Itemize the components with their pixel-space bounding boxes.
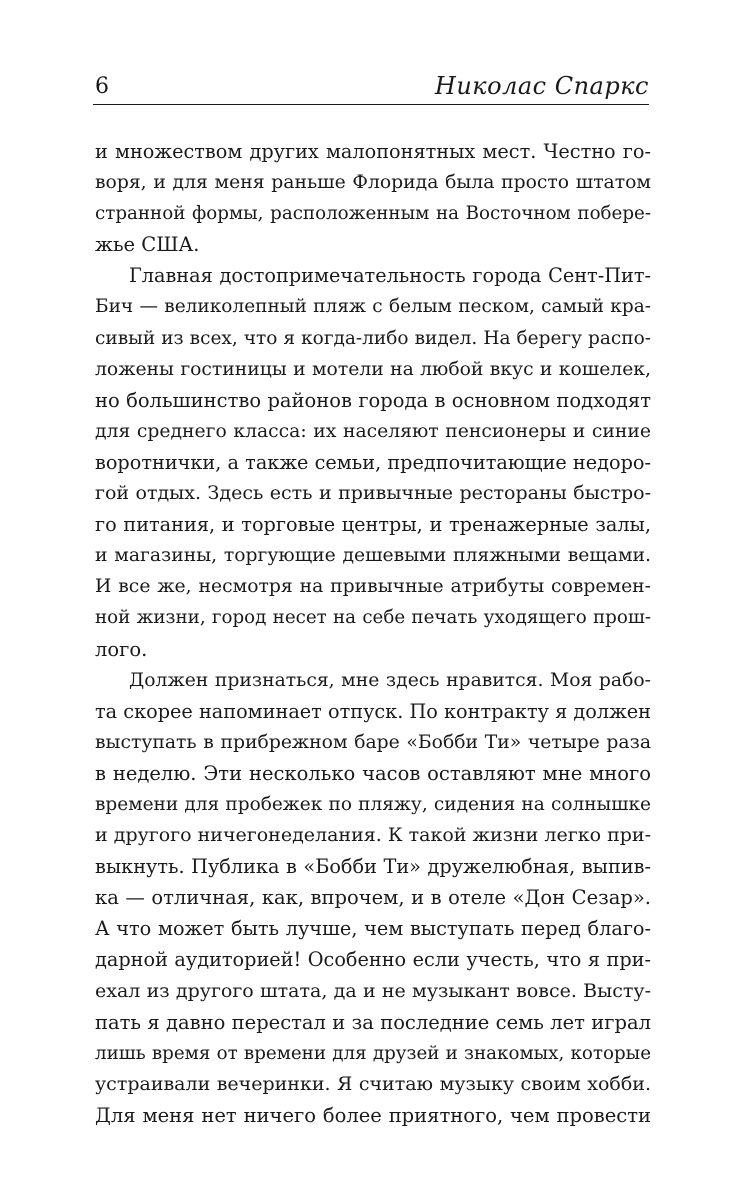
text-line: Главная достопримечательность города Сент-Пит- (129, 264, 651, 288)
paragraph (95, 136, 651, 260)
text-line: устраивали вечеринки. Я считаю музыку своим хобби. (95, 1072, 651, 1095)
text-line: А что может быть лучше, чем выступать перед благо- (95, 917, 651, 941)
body-text (95, 136, 651, 1131)
text-line: И все же, несмотря на привычные атрибуты современ- (95, 576, 651, 598)
text-line: Бич — великолепный пляж с белым песком, самый кра- (95, 296, 651, 318)
text-line: но большинство районов города в основном подходят (95, 388, 651, 412)
text-line: времени для пробежек по пляжу, сидения на солнышке (95, 793, 651, 815)
text-line: пать я давно перестал и за последние семь лет играл (95, 1010, 651, 1034)
text-line: и множеством других малопонятных мест. Честно го- (95, 140, 651, 163)
text-line: странной формы, расположенным на Восточном побере- (95, 203, 651, 225)
text-line: лого. (95, 637, 148, 661)
text-line: ложены гостиницы и мотели на любой вкус и кошелек, (95, 358, 651, 380)
text-line: для среднего класса: их населяют пенсионеры и синие (95, 420, 651, 442)
page-number: 6 (95, 74, 109, 99)
text-line: та скорее напоминает отпуск. По контракту я должен (95, 699, 651, 723)
text-line: ной жизни, город несет на себе печать уходящего прош- (95, 607, 651, 629)
running-head-author: Николас Спаркс (434, 72, 649, 100)
header-rule (93, 104, 649, 105)
text-line: сивый из всех, что я когда-либо видел. На берегу распо- (95, 327, 651, 349)
page-header (93, 66, 649, 106)
text-line: и другого ничегонеделания. К такой жизни легко при- (95, 824, 651, 847)
text-line: го питания, и торговые центры, и тренажерные залы, (95, 513, 651, 537)
text-line: в неделю. Эти несколько часов оставляют мне много (95, 761, 651, 785)
text-line: жье США. (95, 233, 200, 257)
text-line: выступать в прибрежном баре «Бобби Ти» четыре раза (95, 731, 651, 753)
text-line: лишь время от времени для друзей и знакомых, которые (95, 1042, 651, 1064)
text-line: Для меня нет ничего более приятного, чем провести (95, 1103, 651, 1127)
text-line: гой отдых. Здесь есть и привычные рестораны быстро- (95, 482, 651, 505)
text-line: воротнички, а также семьи, предпочитающие недоро- (95, 450, 651, 474)
text-line: воря, и для меня раньше Флорида была просто штатом (95, 172, 651, 194)
text-line: ка — отличная, как, впрочем, и в отеле «Дон Сезар». (95, 886, 651, 910)
text-line: дарной аудиторией! Особенно если учесть, что я при- (95, 948, 651, 972)
text-line: выкнуть. Публика в «Бобби Ти» дружелюбная, выпив- (95, 855, 651, 879)
text-line: и магазины, торгующие дешевыми пляжными вещами. (95, 545, 651, 567)
text-line: Должен признаться, мне здесь нравится. Моя рабо- (129, 669, 651, 691)
paragraph (95, 665, 651, 1131)
paragraph (95, 260, 651, 664)
text-line: ехал из другого штата, да и не музыкант вовсе. Высту- (95, 979, 651, 1002)
